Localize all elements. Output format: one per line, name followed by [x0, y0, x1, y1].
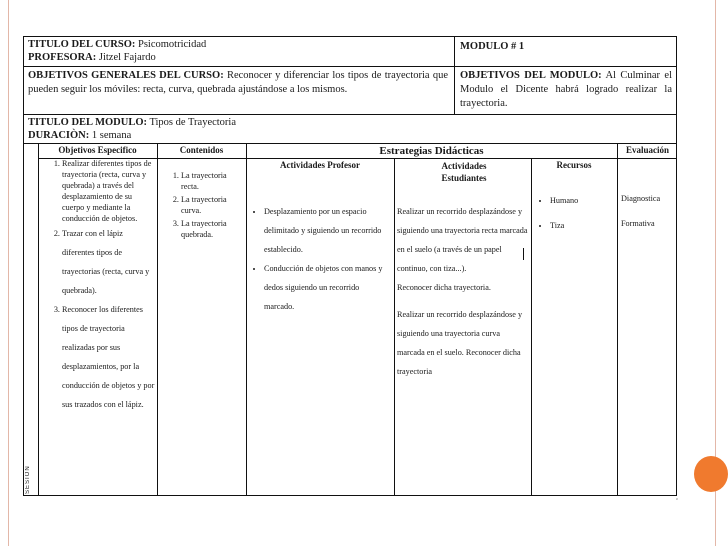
course-title-line: TITULO DEL CURSO: Psicomotricidad: [28, 39, 207, 50]
profesor-item-2: • Conducción de objetos con manos y dedos siguiendo un recorrido marcado.: [264, 259, 390, 316]
contenido-item-2: 2. La trayectoria curva.: [181, 194, 245, 216]
header-contenidos: Contenidos: [179, 145, 224, 155]
recursos-list: [536, 188, 616, 238]
header-act-estudiantes: Actividades Estudiantes: [441, 161, 487, 183]
module-title-line: TITULO DEL MODULO: Tipos de Trayectoria: [28, 117, 237, 128]
general-objectives: OBJETIVOS GENERALES DEL CURSO: Reconocer y diferenciar los tipos de trayectoria que pueden seguir los móviles: recta, curva, quebrada ajustándose a los mismos.: [28, 70, 448, 95]
text-cursor-mark: [523, 248, 524, 260]
activities-table: [24, 144, 676, 495]
objetivo-item-1: 1. Realizar diferentes tipos de trayectoria (recta, curva y quebrada) a través del desplazamiento de su cuerpo y mediante la conducción de objetos.: [62, 158, 156, 224]
course-title-value: Psicomotricidad: [138, 39, 207, 50]
header-act-profesor: Actividades Profesor: [279, 160, 361, 170]
student-activity-2: Reconocer dicha trayectoria.: [397, 283, 491, 292]
contenidos-list: [159, 170, 245, 240]
objetivo-item-3: 3. Reconocer los diferentes tipos de trayectoria realizadas por sus desplazamientos, por la conducción de objetos y por sus trazados con el lápiz.: [62, 300, 156, 414]
profesor-item-1: • Desplazamiento por un espacio delimitado y siguiendo un recorrido establecido.: [264, 202, 390, 259]
student-activity-3: Realizar un recorrido desplazándose y siguiendo una trayectoria curva marcada en el suelo. Reconocer dicha trayectoria: [397, 310, 523, 376]
contenido-item-1: 1. La trayectoria recta.: [181, 170, 245, 192]
page-mark: ᵒ: [676, 496, 679, 504]
row-module-title: [24, 115, 676, 144]
header-evaluacion: Evaluación: [625, 145, 669, 155]
student-activities: [397, 202, 528, 381]
recurso-item-2: • Tiza: [550, 213, 616, 238]
header-recursos: Recursos: [556, 160, 592, 170]
profesora-line: PROFESORA: Jitzel Fajardo: [28, 52, 156, 63]
header-estrategias: Estrategias Didácticas: [379, 145, 484, 157]
sesion-label: SESION: [25, 465, 31, 494]
evaluacion-item-1: Diagnostica: [621, 194, 661, 203]
evaluacion-item-2: Formativa: [621, 219, 655, 228]
recurso-item-1: • Humano: [550, 188, 616, 213]
profesor-activities: [250, 202, 390, 316]
row-objectives: [24, 67, 676, 115]
decorative-circle: [694, 456, 728, 492]
row-course-header: [24, 37, 676, 67]
objetivos-list: [40, 158, 156, 414]
left-frame-line: [8, 0, 9, 546]
lesson-plan-document: [23, 36, 677, 496]
student-activity-1: Realizar un recorrido desplazándose y siguiendo una trayectoria recta marcada en el suelo (a través de un papel continuo, con tiza...).: [397, 207, 528, 273]
modulo-number: MODULO # 1: [460, 41, 525, 52]
evaluacion-list: [621, 186, 677, 236]
objetivo-item-2: 2. Trazar con el lápiz diferentes tipos de trayectorias (recta, curva y quebrada).: [62, 224, 156, 300]
contenido-item-3: 3. La trayectoria quebrada.: [181, 218, 245, 240]
profesora-value: Jitzel Fajardo: [98, 52, 156, 63]
duration-line: DURACIÒN: 1 semana: [28, 130, 132, 141]
module-objectives: OBJETIVOS DEL MODULO: Al Culminar el Modulo el Dicente habrá logrado realizar la trayectoria.: [460, 70, 672, 109]
header-objetivos: Objetivos Especifico: [58, 145, 137, 155]
